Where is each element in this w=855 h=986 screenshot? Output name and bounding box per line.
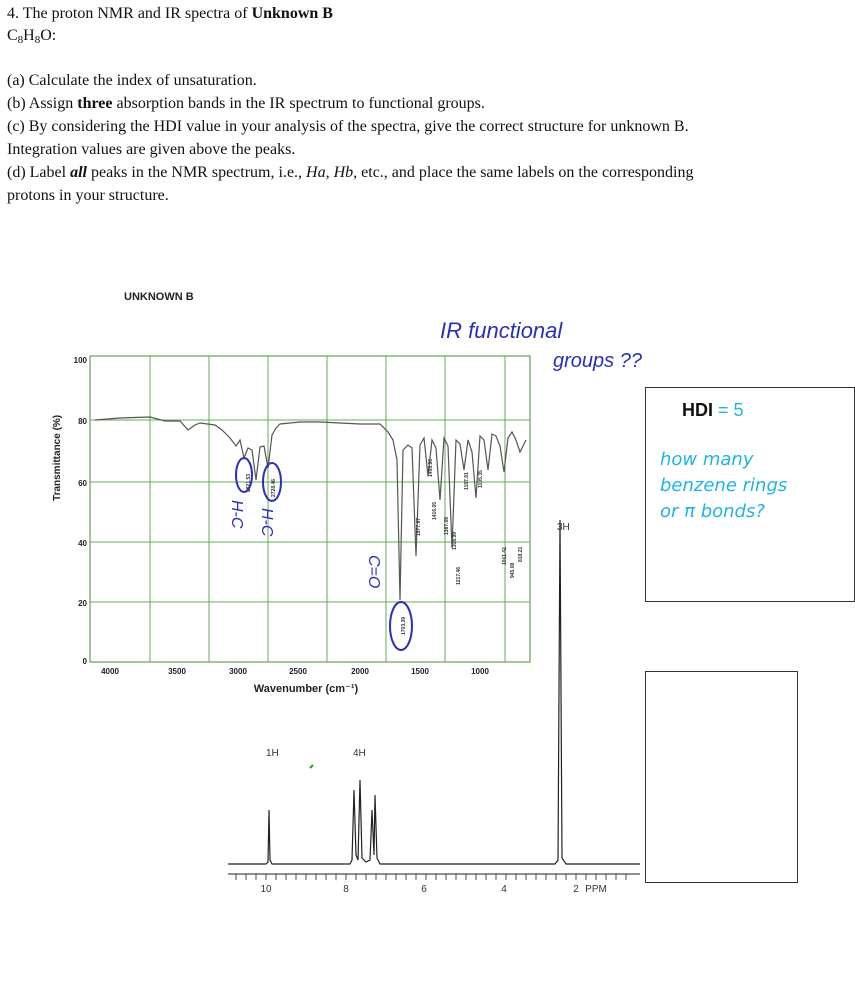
ir-peak-label: 1308.99 [452,531,458,550]
ir-peak-label: 2821.53 [246,473,252,492]
label-ch-left: H-C [228,500,245,529]
nmr-integration-1h: 1H [266,748,279,759]
ir-y-ticks [74,356,88,666]
ir-xtick: 2500 [289,667,307,676]
green-mark [310,765,313,768]
part-a: (a) Calculate the index of unsaturation. [7,72,257,89]
ir-ytick: 40 [78,539,87,548]
nmr-axis-labels [260,884,606,895]
ir-handwritten-labels [228,500,382,588]
nmr-axis-label: 8 [343,884,349,895]
ir-peak-label: 1011.42 [502,547,508,565]
part-d-line1: (d) Label all peaks in the NMR spectrum, i.e., Ha, Hb, etc., and place the same labels on the corresponding [7,164,694,181]
ir-grid [90,356,530,662]
hdi-value: = 5 [718,400,744,420]
ir-functional-note: IR functional [440,318,563,343]
ir-peak-label: 1105.35 [478,470,484,488]
ir-ylabel: Transmittance (%) [51,414,63,501]
ir-ytick: 0 [82,657,87,666]
ir-title: UNKNOWN B [124,291,194,303]
ir-peak-label: 1387.08 [444,516,450,535]
nmr-axis-label: 10 [260,884,272,895]
ir-xtick: 1000 [471,667,489,676]
part-c-line1: (c) By considering the HDI value in your analysis of the spectra, give the correct structure for unknown B. [7,118,689,135]
ir-ytick: 20 [78,599,87,608]
ir-peak-label: 1456.96 [428,458,434,477]
ir-ytick: 80 [78,417,87,426]
ir-peak-label: 945.08 [510,562,516,578]
ir-ytick: 60 [78,479,87,488]
ir-xtick: 2000 [351,667,369,676]
nmr-axis-label: 6 [421,884,427,895]
nmr-axis-ticks [236,874,626,880]
ir-peak-label: 1416.05 [432,501,438,520]
ir-xtick: 3000 [229,667,247,676]
question-title-text: The proton NMR and IR spectra of [22,5,252,22]
nmr-axis-label: 2 [573,884,579,895]
cyan-note: how many benzene rings or π bonds? [660,449,788,522]
ir-peak-label: 1187.81 [464,472,470,490]
ir-peak-label: 2728.46 [271,478,277,497]
question-number: 4. [7,5,19,22]
part-d-line2: protons in your structure. [7,187,169,204]
ir-ytick: 100 [73,356,87,365]
ir-xtick: 1500 [411,667,429,676]
part-b: (b) Assign three absorption bands in the IR spectrum to functional groups. [7,95,485,112]
ir-xtick: 4000 [101,667,119,676]
ir-xlabel: Wavenumber (cm⁻¹) [253,683,359,695]
ir-peak-labels [246,459,524,635]
label-co: C=O [365,555,382,589]
ir-peak-label: 1217.46 [456,566,462,585]
ir-x-ticks [101,667,489,676]
nmr-integration-4h: 4H [353,748,366,759]
nmr-axis-label: 4 [501,884,507,895]
groups-note: groups ?? [553,350,642,372]
ir-peak-label: 1703.39 [401,616,407,635]
structure-answer-box[interactable] [645,671,798,883]
label-ch-right: H-C [258,508,275,537]
molecular-formula: C8H8O: [7,27,57,46]
nmr-axis-label: PPM [585,884,607,895]
question-title-bold: Unknown B [251,5,333,22]
ir-peak-label: 1577.97 [416,517,422,536]
ir-peak-label: 818.21 [518,546,524,562]
nmr-integrations [266,522,570,759]
nmr-integration-3h: 3H [557,522,570,533]
hdi-label: HDI = 5 [682,400,744,420]
part-c-line2: Integration values are given above the peaks. [7,141,296,158]
ir-xtick: 3500 [168,667,186,676]
